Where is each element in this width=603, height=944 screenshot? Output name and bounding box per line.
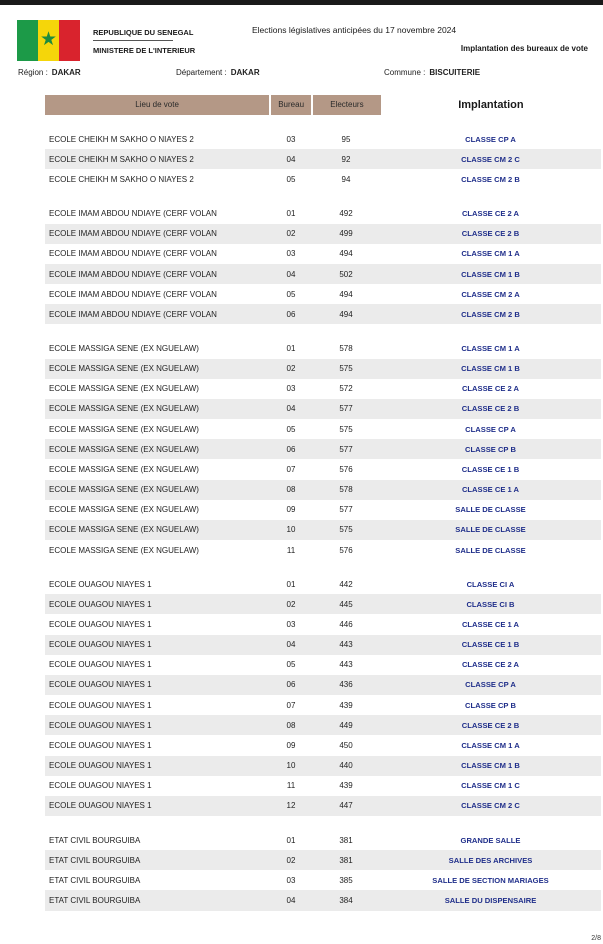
cell-lieu: ECOLE IMAM ABDOU NDIAYE (CERF VOLAN [49, 309, 217, 319]
page-number: 2/8 [591, 935, 601, 942]
cell-implantation: CLASSE CM 2 B [461, 309, 520, 319]
group-spacer [45, 816, 601, 830]
cell-lieu: ECOLE OUAGOU NIAYES 1 [49, 640, 152, 650]
table-row [45, 540, 601, 560]
cell-bureau: 01 [286, 209, 296, 219]
cell-electeurs: 443 [339, 660, 353, 670]
cell-implantation: CLASSE CM 2 C [461, 154, 520, 164]
cell-implantation: CLASSE CP A [465, 424, 516, 434]
cell-lieu: ECOLE MASSIGA SENE (EX NGUELAW) [49, 545, 199, 555]
header-electeurs: Electeurs [313, 95, 381, 115]
cell-lieu: ETAT CIVIL BOURGUIBA [49, 855, 141, 865]
cell-electeurs: 442 [339, 579, 353, 589]
cell-implantation: CLASSE CE 2 B [461, 720, 520, 730]
cell-bureau: 05 [286, 289, 296, 299]
table-row [45, 439, 601, 459]
cell-implantation: CLASSE CM 2 A [461, 289, 520, 299]
table-row [45, 480, 601, 500]
header-bureau: Bureau [271, 95, 311, 115]
cell-bureau: 11 [286, 545, 296, 555]
cell-lieu: ECOLE MASSIGA SENE (EX NGUELAW) [49, 505, 199, 515]
cell-implantation: CLASSE CP B [465, 700, 516, 710]
header-implantation: Implantation [381, 95, 601, 115]
table-row [45, 756, 601, 776]
cell-implantation: CLASSE CM 1 B [461, 364, 520, 374]
cell-lieu: ECOLE MASSIGA SENE (EX NGUELAW) [49, 404, 199, 414]
cell-lieu: ECOLE OUAGOU NIAYES 1 [49, 660, 152, 670]
cell-implantation: CLASSE CI B [466, 599, 515, 609]
group-spacer [45, 189, 601, 203]
group-spacer [45, 324, 601, 338]
cell-implantation: CLASSE CM 1 B [461, 761, 520, 771]
cell-lieu: ECOLE CHEIKH M SAKHO O NIAYES 2 [49, 134, 194, 144]
table-row [45, 796, 601, 816]
cell-electeurs: 439 [339, 781, 353, 791]
cell-bureau: 03 [286, 384, 296, 394]
cell-bureau: 04 [286, 404, 296, 414]
header-lieu: Lieu de vote [45, 95, 269, 115]
cell-electeurs: 578 [339, 343, 353, 353]
table-row [45, 379, 601, 399]
cell-bureau: 11 [286, 781, 296, 791]
cell-lieu: ETAT CIVIL BOURGUIBA [49, 875, 141, 885]
polling-stations-table [45, 95, 601, 911]
cell-bureau: 04 [286, 269, 296, 279]
cell-lieu: ECOLE IMAM ABDOU NDIAYE (CERF VOLAN [49, 249, 217, 259]
cell-bureau: 07 [286, 464, 296, 474]
cell-implantation: CLASSE CE 1 B [461, 464, 520, 474]
cell-implantation: CLASSE CP B [465, 444, 516, 454]
cell-electeurs: 494 [339, 249, 353, 259]
cell-electeurs: 445 [339, 599, 353, 609]
table-row [45, 399, 601, 419]
table-row [45, 695, 601, 715]
cell-lieu: ECOLE IMAM ABDOU NDIAYE (CERF VOLAN [49, 229, 217, 239]
cell-lieu: ECOLE MASSIGA SENE (EX NGUELAW) [49, 343, 199, 353]
table-row [45, 776, 601, 796]
cell-lieu: ECOLE MASSIGA SENE (EX NGUELAW) [49, 444, 199, 454]
cell-electeurs: 502 [339, 269, 353, 279]
cell-implantation: SALLE DE CLASSE [455, 505, 526, 515]
cell-lieu: ECOLE MASSIGA SENE (EX NGUELAW) [49, 464, 199, 474]
cell-bureau: 05 [286, 660, 296, 670]
cell-lieu: ECOLE MASSIGA SENE (EX NGUELAW) [49, 424, 199, 434]
cell-electeurs: 384 [339, 896, 353, 906]
cell-implantation: CLASSE CE 1 B [461, 640, 520, 650]
top-bar [0, 0, 603, 5]
cell-electeurs: 492 [339, 209, 353, 219]
cell-lieu: ETAT CIVIL BOURGUIBA [49, 896, 141, 906]
cell-bureau: 02 [286, 855, 296, 865]
cell-bureau: 10 [286, 761, 296, 771]
cell-electeurs: 494 [339, 289, 353, 299]
cell-lieu: ECOLE MASSIGA SENE (EX NGUELAW) [49, 364, 199, 374]
cell-bureau: 05 [286, 174, 296, 184]
cell-lieu: ECOLE OUAGOU NIAYES 1 [49, 599, 152, 609]
cell-electeurs: 575 [339, 424, 353, 434]
table-body [45, 115, 601, 911]
cell-bureau: 12 [286, 801, 296, 811]
cell-electeurs: 436 [339, 680, 353, 690]
cell-lieu: ECOLE OUAGOU NIAYES 1 [49, 579, 152, 589]
cell-electeurs: 94 [341, 174, 351, 184]
ministry-name: MINISTERE DE L'INTERIEUR [93, 46, 196, 55]
department-field [176, 68, 260, 77]
cell-implantation: CLASSE CP A [465, 134, 516, 144]
cell-electeurs: 577 [339, 404, 353, 414]
implantation-title: Implantation des bureaux de vote [460, 44, 588, 53]
cell-electeurs: 440 [339, 761, 353, 771]
table-row [45, 574, 601, 594]
election-title: Elections législatives anticipées du 17 novembre 2024 [252, 25, 457, 35]
table-row [45, 304, 601, 324]
cell-electeurs: 385 [339, 875, 353, 885]
republic-name: REPUBLIQUE DU SENEGAL [93, 28, 194, 37]
cell-electeurs: 577 [339, 444, 353, 454]
table-row [45, 459, 601, 479]
cell-bureau: 07 [286, 700, 296, 710]
cell-electeurs: 572 [339, 384, 353, 394]
cell-bureau: 04 [286, 896, 296, 906]
cell-electeurs: 95 [341, 134, 351, 144]
cell-bureau: 09 [286, 505, 296, 515]
region-value: DAKAR [51, 68, 81, 77]
table-row [45, 655, 601, 675]
table-row [45, 675, 601, 695]
cell-electeurs: 381 [339, 835, 353, 845]
cell-electeurs: 499 [339, 229, 353, 239]
table-row [45, 520, 601, 540]
cell-implantation: CLASSE CE 2 B [461, 229, 520, 239]
cell-bureau: 02 [286, 229, 296, 239]
commune-field [384, 68, 480, 77]
cell-electeurs: 92 [341, 154, 351, 164]
table-row [45, 419, 601, 439]
cell-implantation: CLASSE CM 2 C [461, 801, 520, 811]
table-row [45, 635, 601, 655]
cell-electeurs: 576 [339, 545, 353, 555]
cell-bureau: 08 [286, 720, 296, 730]
cell-lieu: ECOLE MASSIGA SENE (EX NGUELAW) [49, 384, 199, 394]
cell-electeurs: 494 [339, 309, 353, 319]
cell-electeurs: 447 [339, 801, 353, 811]
cell-bureau: 04 [286, 640, 296, 650]
cell-implantation: CLASSE CP A [465, 680, 516, 690]
cell-bureau: 06 [286, 444, 296, 454]
cell-lieu: ETAT CIVIL BOURGUIBA [49, 835, 141, 845]
cell-implantation: CLASSE CM 1 C [461, 781, 520, 791]
cell-bureau: 09 [286, 740, 296, 750]
commune-label: Commune : [384, 68, 426, 77]
table-row [45, 169, 601, 189]
cell-electeurs: 443 [339, 640, 353, 650]
cell-bureau: 03 [286, 620, 296, 630]
cell-electeurs: 578 [339, 485, 353, 495]
cell-implantation: CLASSE CE 1 A [461, 485, 520, 495]
cell-electeurs: 575 [339, 364, 353, 374]
cell-bureau: 10 [286, 525, 296, 535]
cell-bureau: 01 [286, 579, 296, 589]
senegal-flag-icon: ★ [17, 20, 80, 61]
cell-electeurs: 439 [339, 700, 353, 710]
cell-bureau: 03 [286, 134, 296, 144]
cell-lieu: ECOLE IMAM ABDOU NDIAYE (CERF VOLAN [49, 289, 217, 299]
cell-bureau: 01 [286, 835, 296, 845]
cell-implantation: CLASSE CM 1 A [461, 249, 520, 259]
cell-implantation: CLASSE CE 2 A [461, 660, 520, 670]
table-row [45, 284, 601, 304]
group-spacer [45, 560, 601, 574]
cell-implantation: CLASSE CE 2 A [461, 384, 520, 394]
table-row [45, 264, 601, 284]
cell-implantation: CLASSE CE 2 B [461, 404, 520, 414]
table-row [45, 244, 601, 264]
group-spacer [45, 115, 601, 129]
cell-lieu: ECOLE IMAM ABDOU NDIAYE (CERF VOLAN [49, 269, 217, 279]
cell-lieu: ECOLE OUAGOU NIAYES 1 [49, 801, 152, 811]
table-row [45, 715, 601, 735]
table-row [45, 594, 601, 614]
cell-implantation: CLASSE CM 1 B [461, 269, 520, 279]
cell-electeurs: 576 [339, 464, 353, 474]
cell-bureau: 01 [286, 343, 296, 353]
cell-electeurs: 577 [339, 505, 353, 515]
cell-bureau: 02 [286, 364, 296, 374]
region-label: Région : [18, 68, 48, 77]
cell-implantation: CLASSE CE 1 A [461, 620, 520, 630]
table-row [45, 129, 601, 149]
cell-lieu: ECOLE OUAGOU NIAYES 1 [49, 620, 152, 630]
cell-implantation: CLASSE CI A [466, 579, 515, 589]
cell-bureau: 02 [286, 599, 296, 609]
table-header [45, 95, 601, 115]
cell-implantation: CLASSE CM 2 B [461, 174, 520, 184]
cell-bureau: 08 [286, 485, 296, 495]
cell-lieu: ECOLE IMAM ABDOU NDIAYE (CERF VOLAN [49, 209, 217, 219]
table-row [45, 890, 601, 910]
table-row [45, 203, 601, 223]
cell-implantation: SALLE DU DISPENSAIRE [444, 896, 537, 906]
cell-implantation: SALLE DES ARCHIVES [448, 855, 533, 865]
cell-implantation: SALLE DE CLASSE [455, 525, 526, 535]
cell-electeurs: 449 [339, 720, 353, 730]
table-row [45, 500, 601, 520]
cell-lieu: ECOLE OUAGOU NIAYES 1 [49, 680, 152, 690]
cell-implantation: SALLE DE CLASSE [455, 545, 526, 555]
cell-lieu: ECOLE OUAGOU NIAYES 1 [49, 720, 152, 730]
cell-implantation: CLASSE CM 1 A [461, 343, 520, 353]
table-row [45, 149, 601, 169]
table-row [45, 338, 601, 358]
header-divider [93, 40, 173, 41]
table-row [45, 735, 601, 755]
cell-lieu: ECOLE OUAGOU NIAYES 1 [49, 740, 152, 750]
department-label: Département : [176, 68, 227, 77]
cell-lieu: ECOLE MASSIGA SENE (EX NGUELAW) [49, 525, 199, 535]
cell-electeurs: 446 [339, 620, 353, 630]
cell-implantation: CLASSE CM 1 A [461, 740, 520, 750]
cell-electeurs: 450 [339, 740, 353, 750]
table-row [45, 850, 601, 870]
cell-lieu: ECOLE OUAGOU NIAYES 1 [49, 781, 152, 791]
region-field [18, 68, 81, 77]
cell-lieu: ECOLE OUAGOU NIAYES 1 [49, 700, 152, 710]
cell-electeurs: 575 [339, 525, 353, 535]
cell-lieu: ECOLE CHEIKH M SAKHO O NIAYES 2 [49, 154, 194, 164]
table-row [45, 614, 601, 634]
table-row [45, 224, 601, 244]
cell-implantation: SALLE DE SECTION MARIAGES [432, 875, 549, 885]
cell-bureau: 04 [286, 154, 296, 164]
table-row [45, 359, 601, 379]
cell-implantation: GRANDE SALLE [460, 835, 521, 845]
commune-value: BISCUITERIE [429, 68, 481, 77]
table-row [45, 870, 601, 890]
cell-implantation: CLASSE CE 2 A [461, 209, 520, 219]
cell-bureau: 03 [286, 249, 296, 259]
cell-lieu: ECOLE OUAGOU NIAYES 1 [49, 761, 152, 771]
cell-bureau: 05 [286, 424, 296, 434]
cell-bureau: 06 [286, 309, 296, 319]
department-value: DAKAR [230, 68, 260, 77]
table-row [45, 830, 601, 850]
cell-lieu: ECOLE MASSIGA SENE (EX NGUELAW) [49, 485, 199, 495]
cell-bureau: 06 [286, 680, 296, 690]
cell-lieu: ECOLE CHEIKH M SAKHO O NIAYES 2 [49, 174, 194, 184]
cell-electeurs: 381 [339, 855, 353, 865]
cell-bureau: 03 [286, 875, 296, 885]
